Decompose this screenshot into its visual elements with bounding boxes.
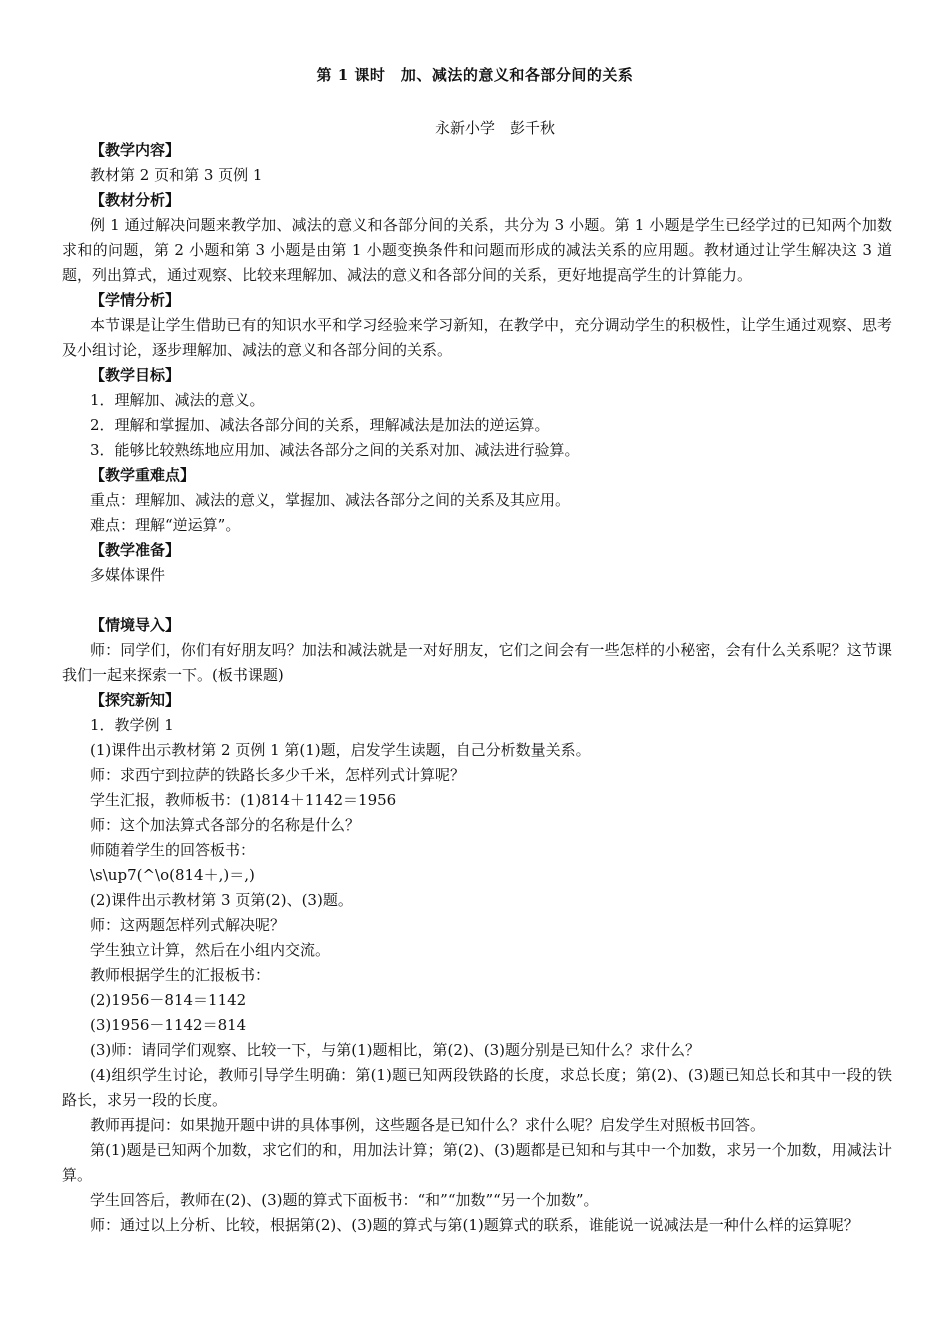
section-heading: 【教学目标】: [90, 366, 181, 384]
paragraph: 2．理解和掌握加、减法各部分间的关系，理解减法是加法的逆运算。: [90, 416, 550, 434]
paragraph: 1．理解加、减法的意义。: [90, 391, 265, 409]
paragraph: 师随着学生的回答板书：: [90, 841, 256, 859]
section-heading: 【教学内容】: [90, 141, 181, 159]
paragraph: 多媒体课件: [90, 566, 166, 584]
paragraph: (3)师：请同学们观察、比较一下，与第(1)题相比，第(2)、(3)题分别是已知什么？求什么？: [90, 1041, 700, 1059]
section-heading: 【教材分析】: [90, 191, 181, 209]
paragraph: (1)课件出示教材第 2 页例 1 第(1)题，启发学生读题，自己分析数量关系。: [90, 741, 591, 759]
document-body: [62, 138, 892, 1238]
paragraph: 师：通过以上分析、比较，根据第(2)、(3)题的算式与第(1)题算式的联系，谁能说一说减法是一种什么样的运算呢？: [90, 1216, 859, 1234]
section-heading: 【教学准备】: [90, 541, 181, 559]
lesson-title: 第 1 课时 加、减法的意义和各部分间的关系: [316, 66, 634, 84]
paragraph: 师：这个加法算式各部分的名称是什么？: [90, 816, 361, 834]
paragraph: 重点：理解加、减法的意义，掌握加、减法各部分之间的关系及其应用。: [90, 491, 571, 509]
paragraph: (4)组织学生讨论，教师引导学生明确：第(1)题已知两段铁路的长度，求总长度；第(2)、(3)题已知总长和其中一段的铁路长，求另一段的长度。: [62, 1066, 892, 1109]
paragraph: 师：这两题怎样列式解决呢？: [90, 916, 286, 934]
section-heading: 【学情分析】: [90, 291, 181, 309]
blank-line: [62, 588, 892, 613]
paragraph: 师：求西宁到拉萨的铁路长多少千米，怎样列式计算呢？: [90, 766, 466, 784]
paragraph: 3．能够比较熟练地应用加、减法各部分之间的关系对加、减法进行验算。: [90, 441, 580, 459]
paragraph: 学生独立计算，然后在小组内交流。: [90, 941, 331, 959]
paragraph: 教师再提问：如果抛开题中讲的具体事例，这些题各是已知什么？求什么呢？启发学生对照板书回答。: [90, 1116, 766, 1134]
paragraph: 教材第 2 页和第 3 页例 1: [90, 166, 263, 184]
paragraph: 例 1 通过解决问题来教学加、减法的意义和各部分间的关系，共分为 3 小题。第 1 小题是学生已经学过的已知两个加数求和的问题，第 2 小题和第 3 小题是由第 1 小题变换条件和问题而形成的减法关系的应用题。教材通过让学生解决这 3 道题，列出算式，通过观察、比较来理解加、减法的意义和各部分间的关系，更好地提高学生的计算能力。: [62, 216, 892, 284]
paragraph: 难点：理解“逆运算”。: [90, 516, 241, 534]
paragraph: \s\up7(^\o(814＋,)＝,): [90, 866, 255, 884]
paragraph: 师：同学们，你们有好朋友吗？加法和减法就是一对好朋友，它们之间会有一些怎样的小秘密，会有什么关系呢？这节课我们一起来探索一下。(板书课题): [62, 641, 892, 684]
paragraph: (3)1956－1142＝814: [90, 1016, 247, 1034]
paragraph: 学生回答后，教师在(2)、(3)题的算式下面板书：“和”“加数”“另一个加数”。: [90, 1191, 599, 1209]
paragraph: 学生汇报，教师板书：(1)814＋1142＝1956: [90, 791, 397, 809]
paragraph: 教师根据学生的汇报板书：: [90, 966, 271, 984]
section-heading: 【情境导入】: [90, 616, 181, 634]
paragraph: 1．教学例 1: [90, 716, 174, 734]
author-line: 永新小学 彭千秋: [434, 119, 555, 137]
section-heading: 【探究新知】: [90, 691, 181, 709]
paragraph: 本节课是让学生借助已有的知识水平和学习经验来学习新知，在教学中，充分调动学生的积极性，让学生通过观察、思考及小组讨论，逐步理解加、减法的意义和各部分间的关系。: [62, 316, 892, 359]
section-heading: 【教学重难点】: [90, 466, 196, 484]
paragraph: 第(1)题是已知两个加数，求它们的和，用加法计算；第(2)、(3)题都是已知和与其中一个加数，求另一个加数，用减法计算。: [62, 1141, 892, 1184]
paragraph: (2)1956－814＝1142: [90, 991, 247, 1009]
paragraph: (2)课件出示教材第 3 页第(2)、(3)题。: [90, 891, 353, 909]
